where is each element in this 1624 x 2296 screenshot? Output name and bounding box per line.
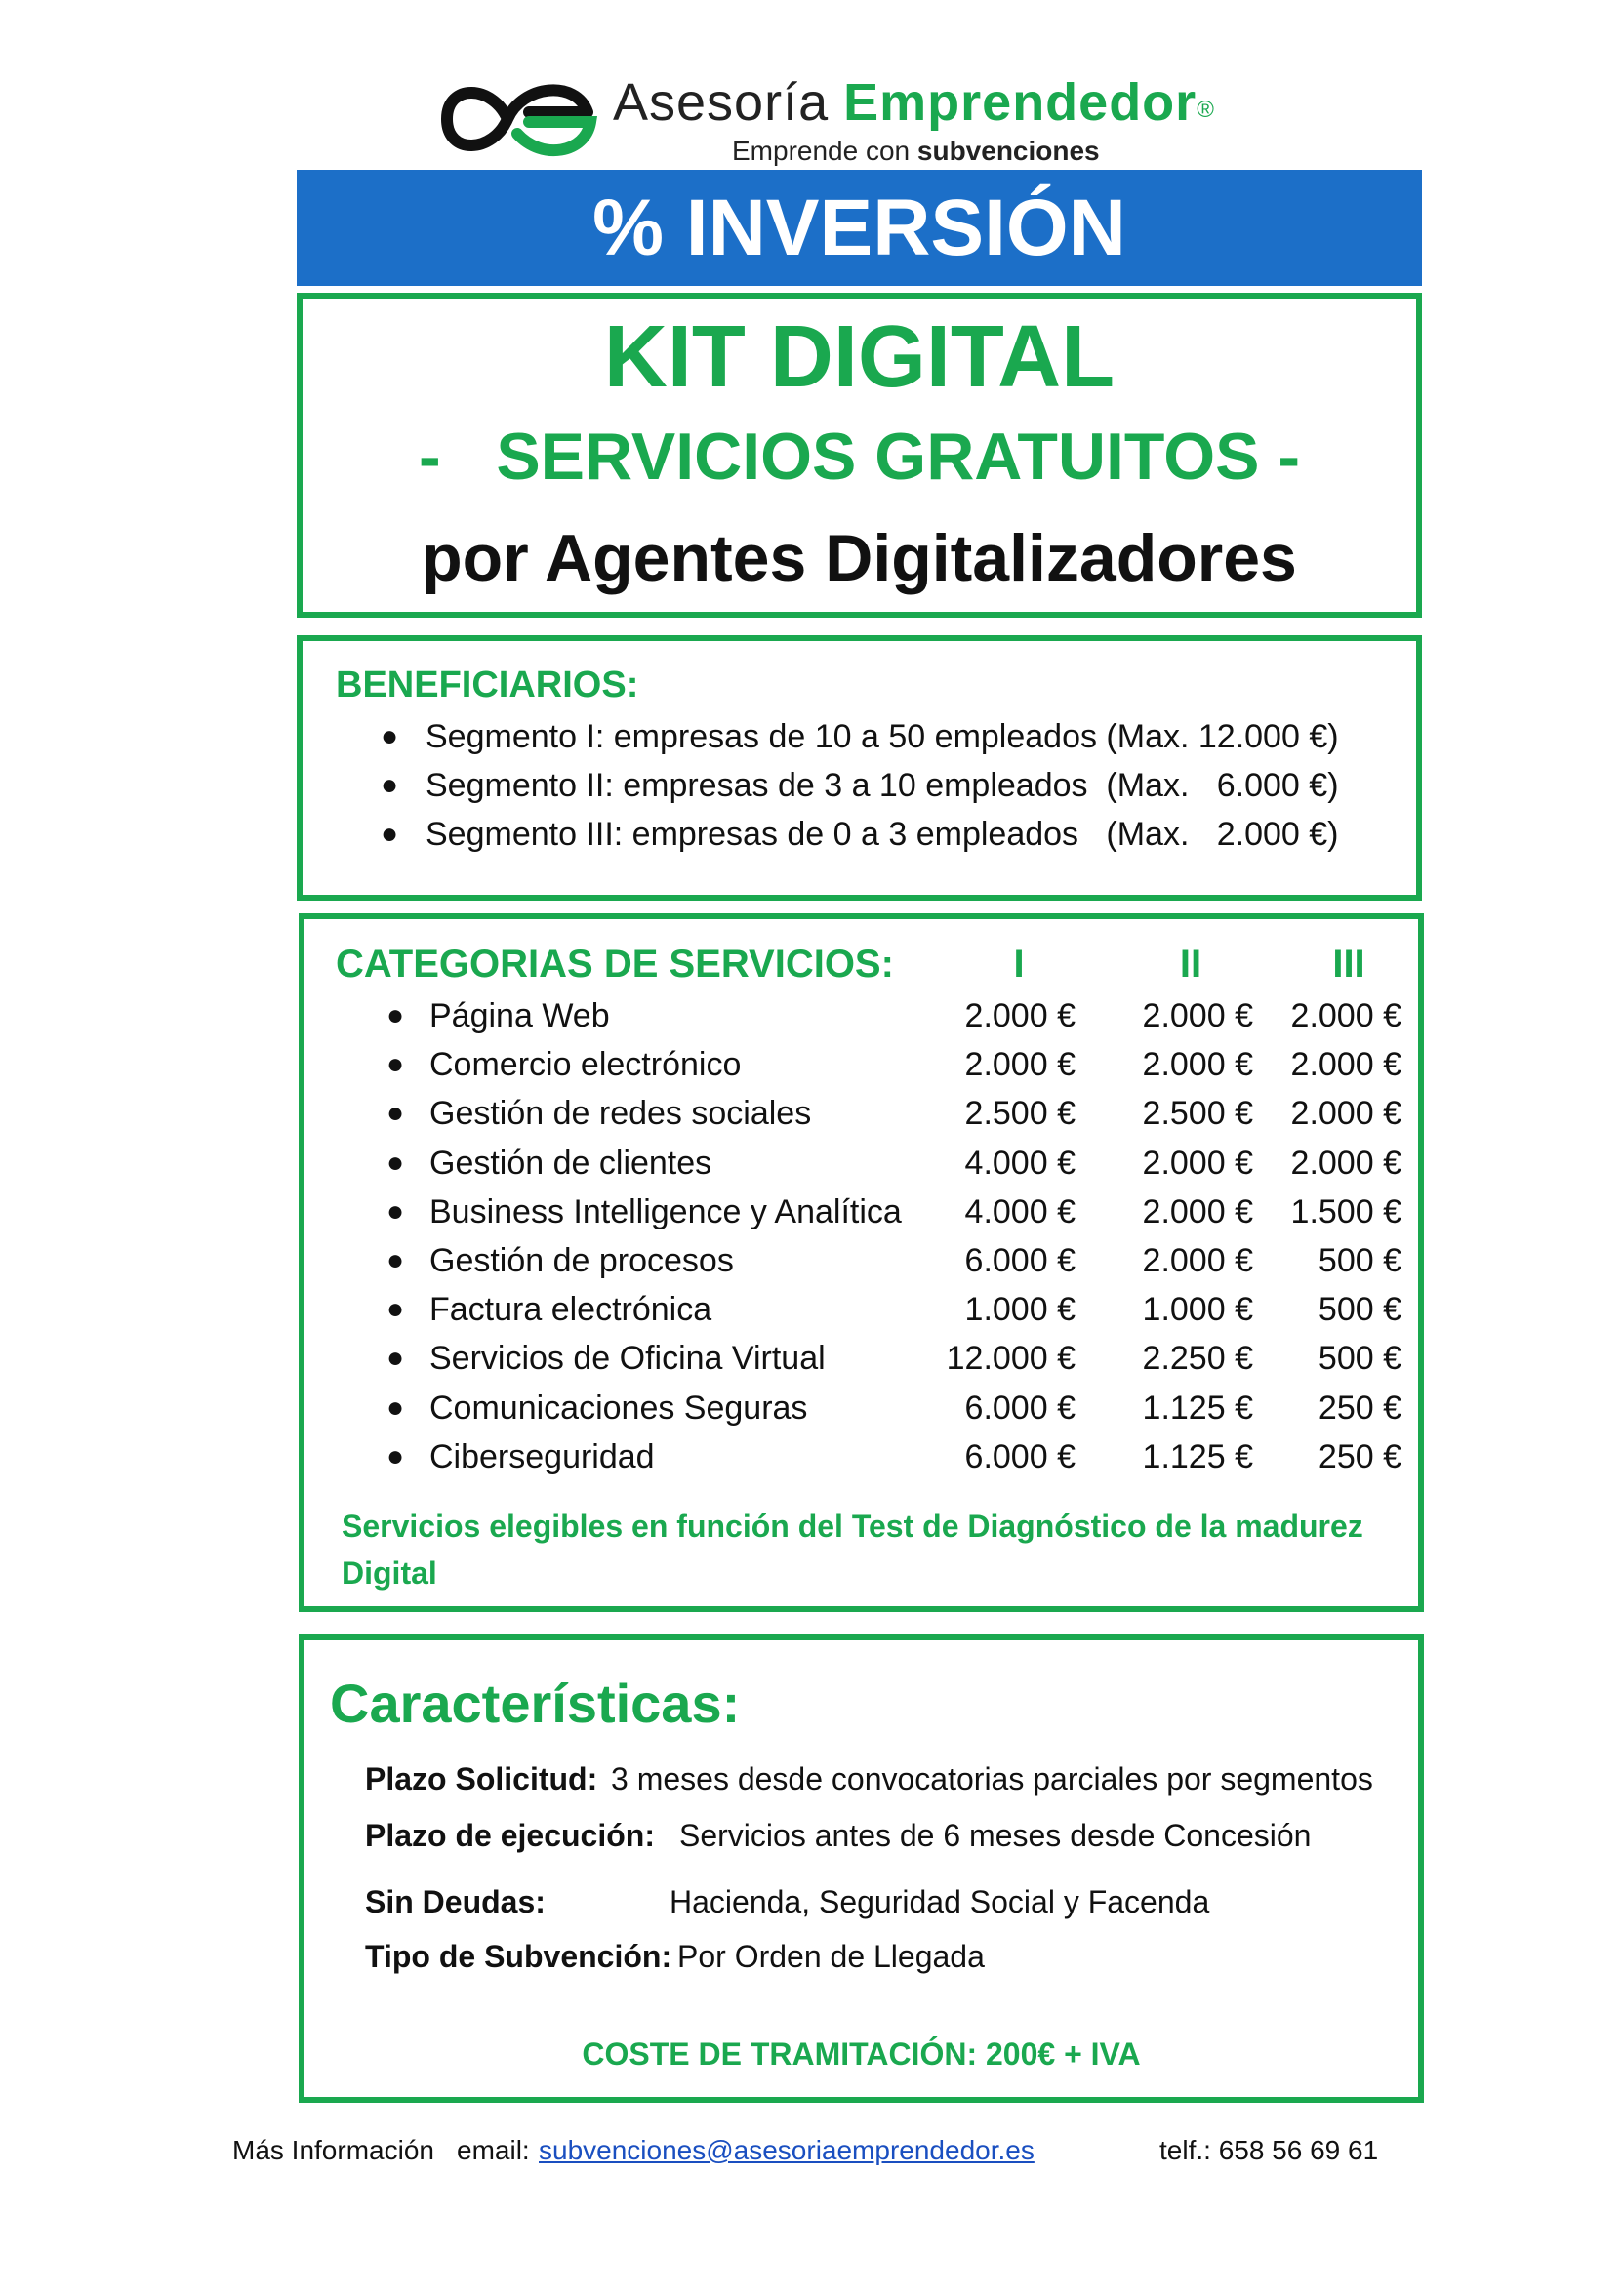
- footer-info: Más Información: [232, 2135, 434, 2165]
- categorias-title: CATEGORIAS DE SERVICIOS:: [336, 943, 894, 986]
- char-label: Tipo de Subvención:: [365, 1939, 672, 1974]
- categoria-value-i: 2.000 €: [964, 997, 1076, 1034]
- bullet-icon: ●: [386, 1390, 405, 1424]
- categoria-value-i: 6.000 €: [964, 1242, 1076, 1279]
- categoria-value-ii: 2.000 €: [1142, 997, 1253, 1034]
- categoria-row: [304, 991, 1418, 1040]
- categoria-row: [304, 1139, 1418, 1188]
- categoria-row: [304, 1040, 1418, 1089]
- categoria-value-iii: 2.000 €: [1290, 1046, 1401, 1084]
- categoria-row: [304, 1334, 1418, 1383]
- bullet-icon: ●: [386, 1097, 405, 1130]
- bullet-icon: ●: [386, 999, 405, 1031]
- beneficiarios-title: BENEFICIARIOS:: [336, 665, 639, 705]
- title-servicios-gratuitos: - SERVICIOS GRATUITOS -: [419, 420, 1300, 494]
- bullet-icon: ●: [386, 1439, 405, 1472]
- coste-tramitacion: COSTE DE TRAMITACIÓN: 200€ + IVA: [582, 2036, 1141, 2072]
- bullet-icon: ●: [381, 818, 399, 850]
- categoria-label: Gestión de redes sociales: [429, 1095, 812, 1133]
- char-label: Plazo de ejecución:: [365, 1818, 655, 1853]
- categoria-value-iii: 2.000 €: [1290, 997, 1401, 1034]
- categoria-label: Business Intelligence y Analítica: [429, 1192, 902, 1230]
- footer-email-label: email:: [457, 2135, 530, 2165]
- caracteristicas-title: Características:: [330, 1672, 741, 1734]
- categoria-value-i: 4.000 €: [964, 1144, 1076, 1182]
- categoria-value-ii: 1.125 €: [1142, 1437, 1253, 1475]
- bullet-icon: ●: [386, 1293, 405, 1326]
- categoria-value-i: 12.000 €: [946, 1340, 1076, 1378]
- categoria-row: [304, 1236, 1418, 1285]
- categoria-value-iii: 500 €: [1318, 1242, 1401, 1279]
- categoria-value-i: 6.000 €: [964, 1437, 1076, 1475]
- categoria-label: Página Web: [429, 997, 610, 1034]
- header-band: % INVERSIÓN: [297, 170, 1422, 286]
- categoria-value-ii: 2.000 €: [1142, 1144, 1253, 1182]
- char-value: Servicios antes de 6 meses desde Concesión: [679, 1818, 1312, 1853]
- segment-header: II: [1179, 943, 1202, 986]
- categoria-value-ii: 2.000 €: [1142, 1242, 1253, 1279]
- title-agentes: por Agentes Digitalizadores: [422, 521, 1297, 595]
- categoria-label: Gestión de clientes: [429, 1144, 712, 1182]
- bullet-icon: ●: [386, 1244, 405, 1276]
- footer-email-link[interactable]: subvenciones@asesoriaemprendedor.es: [539, 2135, 1035, 2165]
- categoria-value-iii: 500 €: [1318, 1291, 1401, 1329]
- categoria-value-i: 1.000 €: [964, 1291, 1076, 1329]
- categoria-label: Gestión de procesos: [429, 1242, 734, 1279]
- segment-header: III: [1332, 943, 1365, 986]
- bullet-icon: ●: [386, 1048, 405, 1081]
- title-kit-digital: KIT DIGITAL: [603, 308, 1116, 406]
- categoria-value-iii: 500 €: [1318, 1340, 1401, 1378]
- categoria-value-ii: 2.500 €: [1142, 1095, 1253, 1133]
- beneficiario-item: Segmento I: empresas de 10 a 50 empleados (Max. 12.000 €): [426, 718, 1339, 755]
- brand-slogan: Emprende con subvenciones: [732, 136, 1100, 166]
- bullet-icon: ●: [386, 1194, 405, 1228]
- categoria-label: Comunicaciones Seguras: [429, 1389, 808, 1427]
- categoria-label: Ciberseguridad: [429, 1437, 655, 1475]
- categoria-row: [304, 1432, 1418, 1481]
- categoria-row: [304, 1384, 1418, 1432]
- categoria-value-i: 6.000 €: [964, 1389, 1076, 1427]
- categoria-value-iii: 250 €: [1318, 1389, 1401, 1427]
- categoria-label: Comercio electrónico: [429, 1046, 742, 1084]
- footer-telephone: telf.: 658 56 69 61: [1159, 2135, 1379, 2165]
- categoria-row: [304, 1089, 1418, 1138]
- categoria-value-i: 4.000 €: [964, 1192, 1076, 1230]
- categoria-value-iii: 250 €: [1318, 1437, 1401, 1475]
- title-box: [297, 293, 1422, 618]
- categoria-value-iii: 1.500 €: [1290, 1192, 1401, 1230]
- char-value: Por Orden de Llegada: [677, 1939, 985, 1974]
- brand-logo: [439, 68, 1239, 176]
- bullet-icon: ●: [381, 720, 399, 752]
- categoria-value-ii: 1.000 €: [1142, 1291, 1253, 1329]
- logo-mark-icon: [439, 73, 605, 166]
- categoria-row: [304, 1285, 1418, 1334]
- categoria-value-i: 2.500 €: [964, 1095, 1076, 1133]
- categorias-note: Servicios elegibles en función del Test de Diagnóstico de la madurez Digital: [342, 1509, 1363, 1591]
- char-label: Plazo Solicitud:: [365, 1761, 598, 1796]
- char-label: Sin Deudas:: [365, 1884, 546, 1919]
- categoria-value-iii: 2.000 €: [1290, 1095, 1401, 1133]
- categoria-value-iii: 2.000 €: [1290, 1144, 1401, 1182]
- beneficiarios-box: [297, 635, 1422, 901]
- bullet-icon: ●: [381, 769, 399, 801]
- brand-name: Asesoría Emprendedor®: [613, 73, 1214, 132]
- categoria-value-ii: 2.000 €: [1142, 1046, 1253, 1084]
- categoria-label: Servicios de Oficina Virtual: [429, 1340, 826, 1378]
- footer: [232, 2129, 1452, 2172]
- char-value: 3 meses desde convocatorias parciales por segmentos: [611, 1761, 1373, 1796]
- categorias-box: [299, 913, 1424, 1612]
- categoria-row: [304, 1188, 1418, 1236]
- beneficiario-item: Segmento II: empresas de 3 a 10 empleados (Max. 6.000 €): [426, 767, 1339, 804]
- categoria-value-ii: 2.250 €: [1142, 1340, 1253, 1378]
- categoria-value-ii: 2.000 €: [1142, 1192, 1253, 1230]
- categoria-label: Factura electrónica: [429, 1291, 712, 1329]
- beneficiario-item: Segmento III: empresas de 0 a 3 empleados (Max. 2.000 €): [426, 816, 1339, 853]
- bullet-icon: ●: [386, 1146, 405, 1179]
- caracteristicas-box: [299, 1634, 1424, 2103]
- char-value: Hacienda, Seguridad Social y Facenda: [670, 1884, 1210, 1919]
- categoria-value-i: 2.000 €: [964, 1046, 1076, 1084]
- categoria-value-ii: 1.125 €: [1142, 1389, 1253, 1427]
- bullet-icon: ●: [386, 1342, 405, 1375]
- segment-header: I: [1013, 943, 1025, 986]
